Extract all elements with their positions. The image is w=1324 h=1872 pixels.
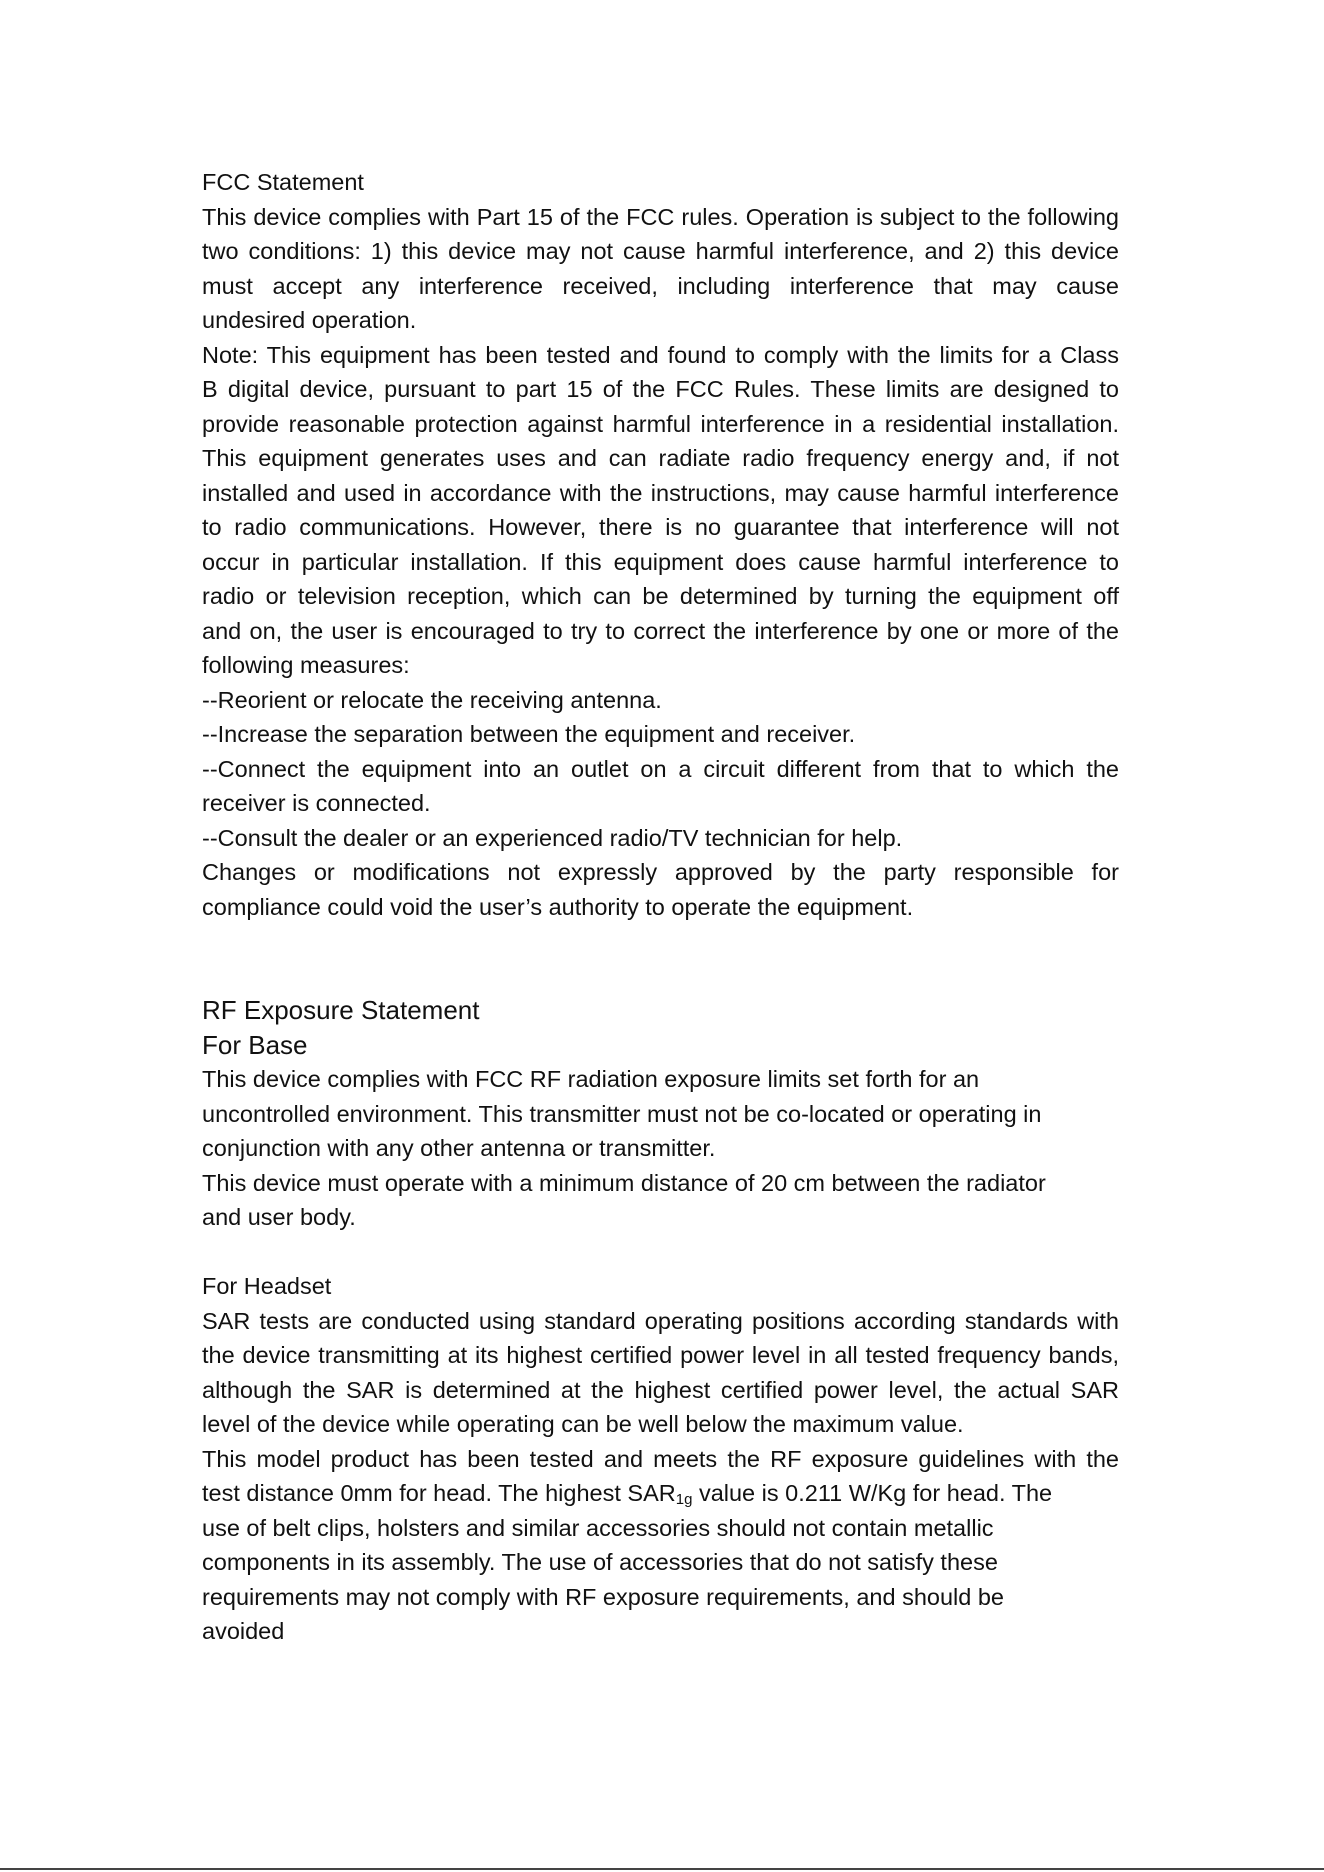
fcc-paragraph-line: undesired operation. [202,307,417,333]
rf-base-line: uncontrolled environment. This transmitter must not be co-located or operating in [202,1100,1042,1127]
rf-base-line: and user body. [202,1204,356,1230]
rf-model-line-pre: test distance 0mm for head. The highest SAR [202,1480,676,1506]
fcc-note-line: to radio communications. However, there is no guarantee that interference will not [202,514,1119,540]
rf-base-line: This device complies with FCC RF radiation exposure limits set forth for an [202,1066,980,1092]
rf-accessories-line: components in its assembly. The use of accessories that do not satisfy these [202,1549,998,1575]
document-content [202,165,1119,1649]
rf-accessories-line: avoided [202,1618,285,1644]
fcc-note-line: and on, the user is encouraged to try to correct the interference by one or more of the [202,617,1119,644]
fcc-measure-reorient: --Reorient or relocate the receiving antenna. [202,686,662,713]
rf-model-line: This model product has been tested and meets the RF exposure guidelines with the [202,1445,1119,1472]
rf-accessories-line: requirements may not comply with RF exposure requirements, and should be [202,1583,1004,1610]
fcc-note-line: Note: This equipment has been tested and found to comply with the limits for a Class [202,341,1119,368]
fcc-note-line: B digital device, pursuant to part 15 of the FCC Rules. These limits are designed to [202,376,1119,402]
rf-headset-title: For Headset [202,1273,332,1299]
rf-sar-line: SAR tests are conducted using standard operating positions according standards with [202,1307,1119,1334]
fcc-paragraph-line: This device complies with Part 15 of the FCC rules. Operation is subject to the following [202,203,1119,230]
fcc-measure-separation: --Increase the separation between the equipment and receiver. [202,721,856,747]
rf-sar-line: level of the device while operating can be well below the maximum value. [202,1411,964,1437]
fcc-note-line: radio or television reception, which can be determined by turning the equipment off [202,583,1119,609]
fcc-note-line: This equipment generates uses and can radiate radio frequency energy and, if not [202,445,1119,471]
fcc-paragraph-line: must accept any interference received, including interference that may cause [202,272,1119,299]
fcc-note-line: installed and used in accordance with the instructions, may cause harmful interference [202,479,1119,506]
fcc-title: FCC Statement [202,169,364,195]
section-spacer [202,1235,1119,1270]
rf-title: RF Exposure Statement [202,995,480,1025]
fcc-note-line: occur in particular installation. If this equipment does cause harmful interference to [202,548,1119,575]
rf-model-sar-value-line [202,1476,1119,1511]
rf-sar-line: although the SAR is determined at the highest certified power level, the actual SAR [202,1376,1119,1403]
fcc-note-line: provide reasonable protection against harmful interference in a residential installation. [202,410,1119,437]
fcc-note-line: following measures: [202,652,410,678]
fcc-measure-outlet: receiver is connected. [202,790,431,816]
fcc-measure-consult: --Consult the dealer or an experienced radio/TV technician for help. [202,824,903,851]
fcc-changes-line: compliance could void the user’s authority to operate the equipment. [202,893,914,920]
fcc-measure-outlet: --Connect the equipment into an outlet on a circuit different from that to which the [202,755,1119,782]
rf-base-line: This device must operate with a minimum distance of 20 cm between the radiator [202,1169,1046,1196]
rf-accessories-line: use of belt clips, holsters and similar accessories should not contain metallic [202,1514,994,1541]
rf-sar-line: the device transmitting at its highest certified power level in all tested frequency bands, [202,1342,1119,1368]
rf-base-line: conjunction with any other antenna or transmitter. [202,1135,716,1161]
page-bottom-rule [0,1868,1324,1870]
fcc-paragraph-line: two conditions: 1) this device may not cause harmful interference, and 2) this device [202,238,1119,264]
section-spacer [202,924,1119,993]
rf-model-line-post: value is 0.211 W/Kg for head. The [692,1480,1053,1506]
fcc-changes-line: Changes or modifications not expressly approved by the party responsible for [202,859,1119,885]
rf-base-title: For Base [202,1029,308,1060]
rf-sar-subscript: 1g [675,1491,693,1508]
